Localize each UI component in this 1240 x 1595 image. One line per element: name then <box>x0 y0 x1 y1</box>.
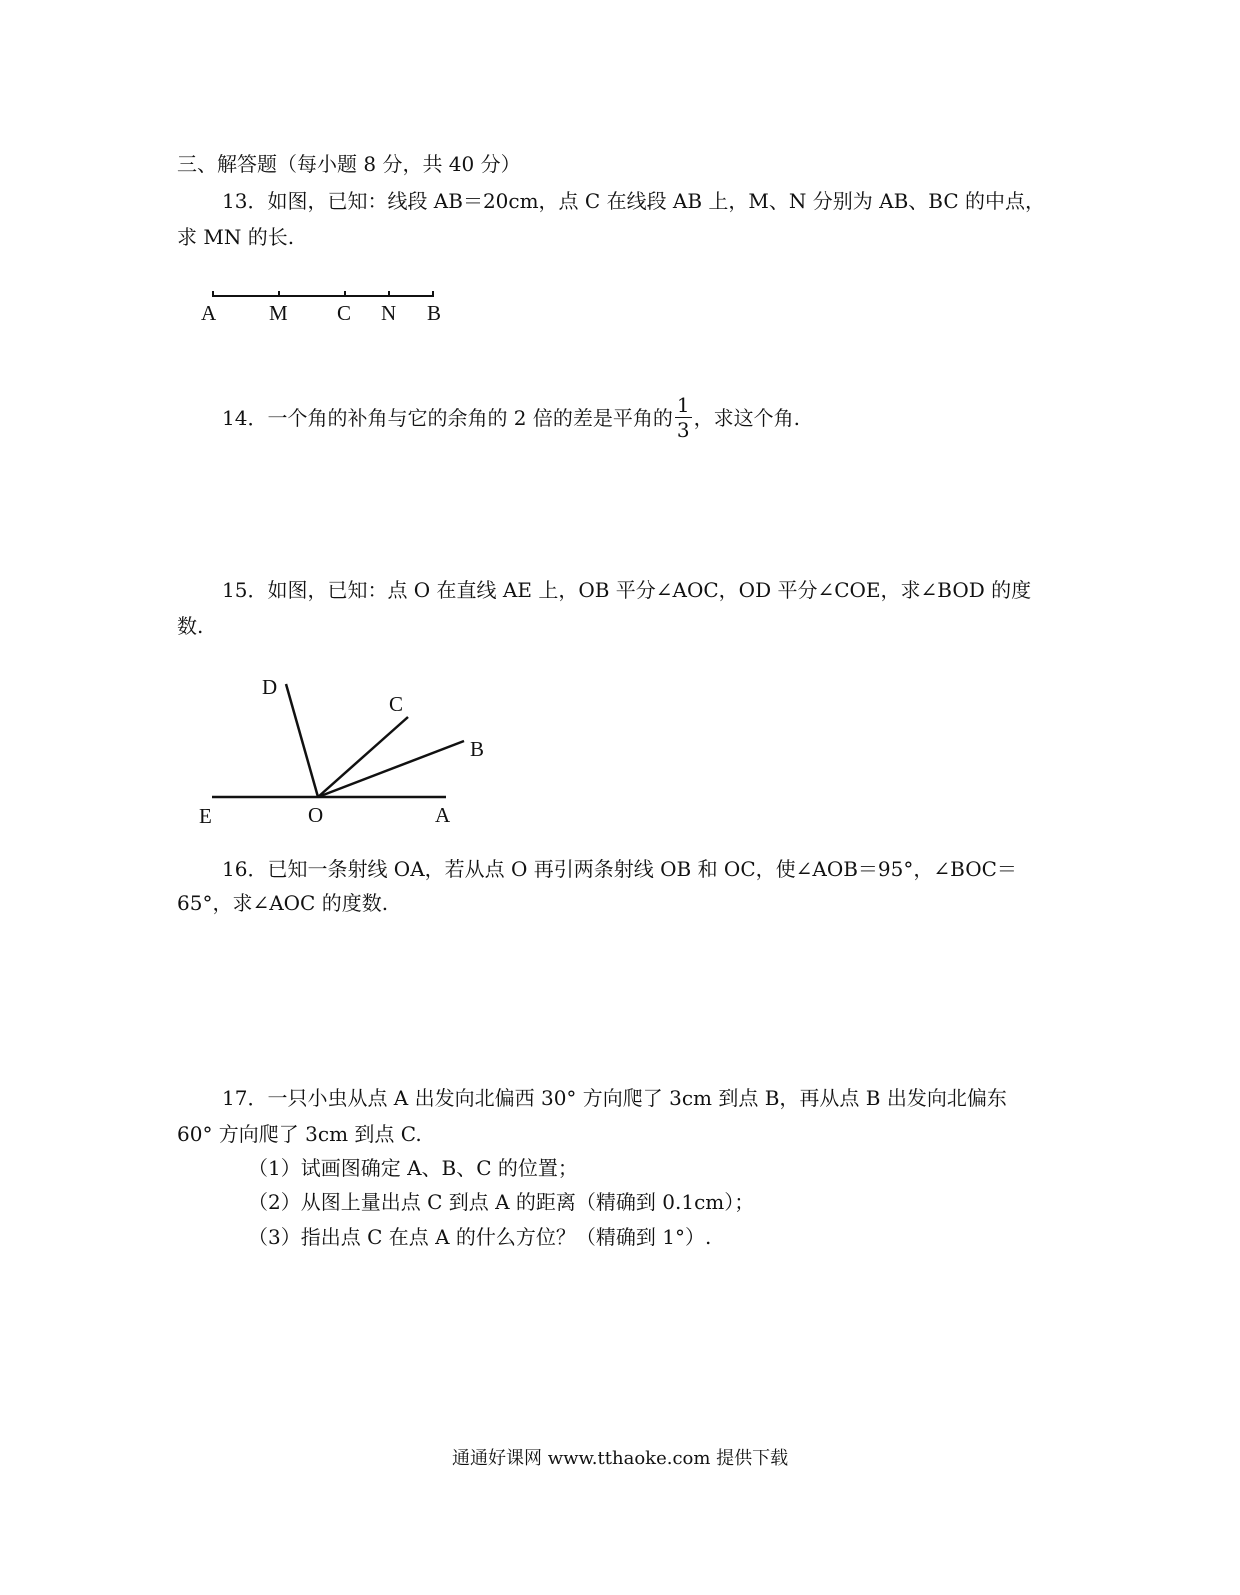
footer-source: 通通好课网 www.tthaoke.com 提供下载 <box>452 1448 789 1469</box>
label-A2: A <box>435 803 451 827</box>
question-17-line-1: 17．一只小虫从点 A 出发向北偏西 30° 方向爬了 3cm 到点 B，再从点 B 出发向北偏东 <box>222 1086 1007 1110</box>
label-N: N <box>381 301 397 325</box>
label-E: E <box>199 804 212 828</box>
label-C2: C <box>389 692 404 716</box>
question-13-line-1: 13．如图，已知：线段 AB＝20cm，点 C 在线段 AB 上，M、N 分别为 AB、BC 的中点， <box>222 189 1045 213</box>
label-M: M <box>269 301 288 325</box>
label-C: C <box>337 301 352 325</box>
question-14-text-after: ，求这个角. <box>693 406 800 430</box>
question-17-line-2: 60° 方向爬了 3cm 到点 C. <box>177 1122 422 1146</box>
question-17-sub-3: （3）指出点 C 在点 A 的什么方位？（精确到 1°）. <box>248 1225 712 1249</box>
question-16-line-1: 16．已知一条射线 OA，若从点 O 再引两条射线 OB 和 OC，使∠AOB＝95°，∠BOC＝ <box>222 857 1017 881</box>
question-17-sub-1: （1）试画图确定 A、B、C 的位置； <box>248 1156 578 1180</box>
question-15-line-2: 数. <box>177 614 204 638</box>
question-14 <box>222 395 800 444</box>
section-title: 三、解答题（每小题 8 分，共 40 分） <box>177 152 521 176</box>
question-14-text-before: 14．一个角的补角与它的余角的 2 倍的差是平角的 <box>222 406 673 430</box>
label-B2: B <box>470 737 485 761</box>
label-B: B <box>427 301 442 325</box>
question-13-line-2: 求 MN 的长. <box>177 225 295 249</box>
label-O: O <box>308 803 324 827</box>
fraction-one-third <box>675 393 692 442</box>
fraction-denominator: 3 <box>676 418 690 442</box>
question-15-line-1: 15．如图，已知：点 O 在直线 AE 上，OB 平分∠AOC，OD 平分∠COE，求∠BOD 的度 <box>222 578 1032 602</box>
label-D: D <box>262 675 278 699</box>
question-17-sub-2: （2）从图上量出点 C 到点 A 的距离（精确到 0.1cm）； <box>248 1190 755 1214</box>
question-16-line-2: 65°，求∠AOC 的度数. <box>177 891 389 915</box>
label-A: A <box>201 301 217 325</box>
fraction-numerator: 1 <box>676 393 690 417</box>
